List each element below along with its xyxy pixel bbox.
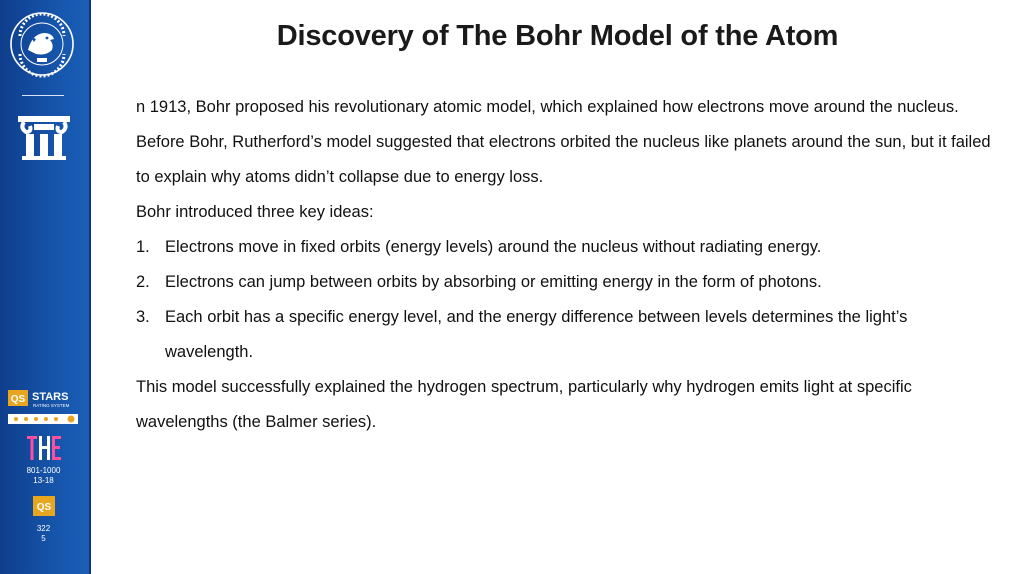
conclusion-paragraph: This model successfully explained the hydrogen spectrum, particularly why hydrogen emits light at specific wavelengths (the Balmer series). (136, 378, 912, 431)
list-item (136, 265, 996, 300)
qs-logo-icon (33, 496, 55, 516)
list-item-number: 2. (136, 273, 150, 291)
list-item-number: 1. (136, 238, 150, 256)
svg-text:QS: QS (36, 502, 52, 513)
qs-rank: 322 (36, 524, 51, 533)
svg-text:QS: QS (10, 394, 26, 405)
svg-text:RATING SYSTEM: RATING SYSTEM (33, 403, 70, 408)
the-ranking-logo (26, 434, 62, 462)
list-item-text: Each orbit has a specific energy level, and the energy difference between levels determines the light’s wavelength. (165, 308, 908, 361)
qs-stars-badge (8, 388, 80, 426)
list-item-text: Electrons move in fixed orbits (energy levels) around the nucleus without radiating energy. (165, 238, 822, 256)
sidebar-divider (22, 95, 64, 96)
list-item (136, 230, 996, 265)
svg-text:STARS: STARS (32, 391, 69, 403)
slide-title: Discovery of The Bohr Model of the Atom (276, 20, 839, 52)
kfu-seal-logo (6, 6, 78, 86)
sidebar (0, 0, 91, 574)
list-item (136, 300, 996, 370)
ideas-list (136, 230, 996, 370)
the-rank-sub: 13-18 (33, 476, 54, 485)
list-item-number: 3. (136, 308, 150, 326)
the-rank: 801-1000 (26, 466, 61, 475)
column-capital-icon (14, 110, 74, 162)
list-item-text: Electrons can jump between orbits by absorbing or emitting energy in the form of photons. (165, 273, 822, 291)
ideas-heading: Bohr introduced three key ideas: (136, 203, 374, 221)
intro-paragraph: n 1913, Bohr proposed his revolutionary atomic model, which explained how electrons move around the nucleus. Before Bohr, Rutherford’s model suggested that electrons orbited the nucleus like planets around the sun, but it failed to explain why atoms didn’t collapse due to energy loss. (136, 98, 991, 186)
slide-body (136, 90, 996, 440)
sidebar-edge (89, 0, 91, 574)
qs-rank-sub: 5 (41, 534, 46, 543)
